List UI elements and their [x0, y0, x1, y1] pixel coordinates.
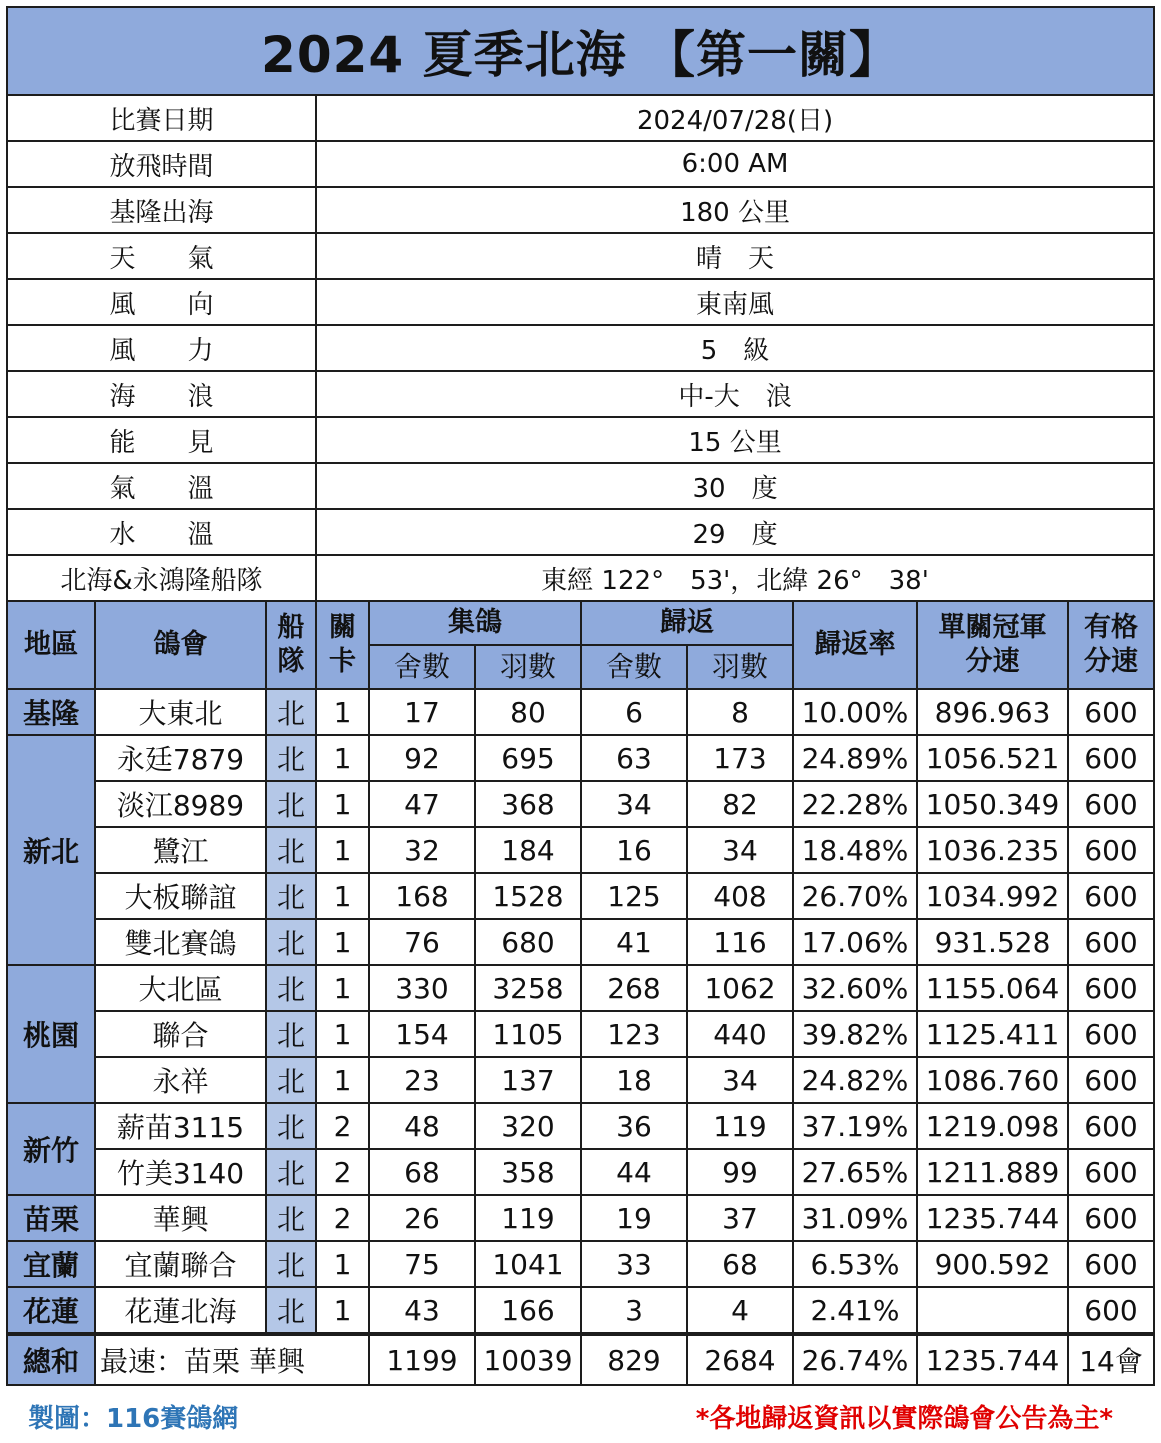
- header-birds: 羽數: [687, 645, 793, 689]
- total-champ: 1235.744: [917, 1334, 1068, 1385]
- table-row: [7, 1149, 1154, 1195]
- boat-cell: 北: [266, 1195, 316, 1241]
- info-label: 風 向: [7, 279, 316, 325]
- race-table: [6, 6, 1155, 1386]
- total-row: [7, 1334, 1154, 1385]
- checkpoint-cell: 2: [316, 1149, 369, 1195]
- region-cell: 新竹: [7, 1103, 95, 1195]
- returned-lofts: 123: [581, 1011, 687, 1057]
- info-row: [7, 95, 1154, 141]
- collected-lofts: 154: [369, 1011, 475, 1057]
- info-label: 北海&永鴻隆船隊: [7, 555, 316, 601]
- info-label: 水 溫: [7, 509, 316, 555]
- table-row: [7, 919, 1154, 965]
- collected-lofts: 43: [369, 1287, 475, 1334]
- checkpoint-cell: 1: [316, 1241, 369, 1287]
- return-rate: 32.60%: [793, 965, 917, 1011]
- collected-lofts: 23: [369, 1057, 475, 1103]
- collected-birds: 166: [475, 1287, 581, 1334]
- returned-birds: 173: [687, 735, 793, 781]
- boat-cell: 北: [266, 1011, 316, 1057]
- checkpoint-cell: 1: [316, 781, 369, 827]
- returned-lofts: 3: [581, 1287, 687, 1334]
- boat-cell: 北: [266, 735, 316, 781]
- return-rate: 10.00%: [793, 689, 917, 735]
- table-row: [7, 1241, 1154, 1287]
- info-label: 能 見: [7, 417, 316, 463]
- collected-lofts: 330: [369, 965, 475, 1011]
- champion-speed: 1155.064: [917, 965, 1068, 1011]
- returned-birds: 1062: [687, 965, 793, 1011]
- returned-birds: 440: [687, 1011, 793, 1057]
- boat-cell: 北: [266, 919, 316, 965]
- qualify-speed: 600: [1068, 735, 1154, 781]
- info-value: 東南風: [316, 279, 1154, 325]
- table-row: [7, 1011, 1154, 1057]
- total-qual: 14會: [1068, 1334, 1154, 1385]
- boat-cell: 北: [266, 1057, 316, 1103]
- header-boat: 船 隊: [266, 601, 316, 689]
- header-lofts: 舍數: [369, 645, 475, 689]
- collected-birds: 320: [475, 1103, 581, 1149]
- champion-speed: 1125.411: [917, 1011, 1068, 1057]
- checkpoint-cell: 1: [316, 735, 369, 781]
- champion-speed: 900.592: [917, 1241, 1068, 1287]
- checkpoint-cell: 2: [316, 1195, 369, 1241]
- returned-lofts: 63: [581, 735, 687, 781]
- collected-birds: 368: [475, 781, 581, 827]
- returned-birds: 68: [687, 1241, 793, 1287]
- returned-lofts: 41: [581, 919, 687, 965]
- footer: [6, 1394, 1153, 1438]
- collected-birds: 358: [475, 1149, 581, 1195]
- collected-birds: 137: [475, 1057, 581, 1103]
- header-club: 鴿會: [95, 601, 266, 689]
- collected-birds: 695: [475, 735, 581, 781]
- boat-cell: 北: [266, 781, 316, 827]
- champion-speed: [917, 1287, 1068, 1334]
- returned-birds: 34: [687, 827, 793, 873]
- info-value: 30 度: [316, 463, 1154, 509]
- total-r-birds: 2684: [687, 1334, 793, 1385]
- table-row: [7, 1103, 1154, 1149]
- region-cell: 花蓮: [7, 1287, 95, 1334]
- returned-lofts: 125: [581, 873, 687, 919]
- info-label: 海 浪: [7, 371, 316, 417]
- collected-lofts: 47: [369, 781, 475, 827]
- returned-lofts: 19: [581, 1195, 687, 1241]
- region-cell: 苗栗: [7, 1195, 95, 1241]
- total-r-lofts: 829: [581, 1334, 687, 1385]
- collected-lofts: 68: [369, 1149, 475, 1195]
- info-value: 6:00 AM: [316, 141, 1154, 187]
- champion-speed: 896.963: [917, 689, 1068, 735]
- boat-cell: 北: [266, 965, 316, 1011]
- qualify-speed: 600: [1068, 781, 1154, 827]
- info-row: [7, 233, 1154, 279]
- qualify-speed: 600: [1068, 965, 1154, 1011]
- collected-birds: 680: [475, 919, 581, 965]
- champion-speed: 1034.992: [917, 873, 1068, 919]
- checkpoint-cell: 1: [316, 689, 369, 735]
- return-rate: 18.48%: [793, 827, 917, 873]
- info-row: [7, 417, 1154, 463]
- table-row: [7, 735, 1154, 781]
- club-name: 雙北賽鴿: [95, 919, 266, 965]
- collected-lofts: 32: [369, 827, 475, 873]
- return-rate: 24.89%: [793, 735, 917, 781]
- info-row: [7, 509, 1154, 555]
- champion-speed: 1036.235: [917, 827, 1068, 873]
- return-rate: 17.06%: [793, 919, 917, 965]
- qualify-speed: 600: [1068, 827, 1154, 873]
- info-row: [7, 141, 1154, 187]
- boat-cell: 北: [266, 827, 316, 873]
- returned-birds: 408: [687, 873, 793, 919]
- total-label: 總和: [7, 1334, 95, 1385]
- club-name: 薪苗3115: [95, 1103, 266, 1149]
- table-row: [7, 689, 1154, 735]
- disclaimer-note: *各地歸返資訊以實際鴿會公告為主*: [695, 1404, 1113, 1434]
- region-cell: 基隆: [7, 689, 95, 735]
- table-row: [7, 965, 1154, 1011]
- header-lofts: 舍數: [581, 645, 687, 689]
- qualify-speed: 600: [1068, 1103, 1154, 1149]
- info-row: [7, 325, 1154, 371]
- qualify-speed: 600: [1068, 1057, 1154, 1103]
- collected-lofts: 48: [369, 1103, 475, 1149]
- return-rate: 6.53%: [793, 1241, 917, 1287]
- returned-lofts: 6: [581, 689, 687, 735]
- returned-lofts: 268: [581, 965, 687, 1011]
- info-label: 風 力: [7, 325, 316, 371]
- returned-lofts: 34: [581, 781, 687, 827]
- club-name: 聯合: [95, 1011, 266, 1057]
- info-value: 15 公里: [316, 417, 1154, 463]
- collected-lofts: 76: [369, 919, 475, 965]
- total-rate: 26.74%: [793, 1334, 917, 1385]
- collected-lofts: 92: [369, 735, 475, 781]
- club-name: 大東北: [95, 689, 266, 735]
- collected-birds: 1041: [475, 1241, 581, 1287]
- club-name: 花蓮北海: [95, 1287, 266, 1334]
- region-cell: 宜蘭: [7, 1241, 95, 1287]
- collected-birds: 1528: [475, 873, 581, 919]
- champion-speed: 1086.760: [917, 1057, 1068, 1103]
- boat-cell: 北: [266, 1287, 316, 1334]
- info-value: 2024/07/28(日): [316, 95, 1154, 141]
- page-title: 2024 夏季北海 【第一關】: [7, 7, 1154, 95]
- club-name: 永廷7879: [95, 735, 266, 781]
- header-champion-speed: 單關冠軍 分速: [917, 601, 1068, 689]
- collected-birds: 184: [475, 827, 581, 873]
- boat-cell: 北: [266, 1241, 316, 1287]
- return-rate: 22.28%: [793, 781, 917, 827]
- table-row: [7, 1057, 1154, 1103]
- club-name: 竹美3140: [95, 1149, 266, 1195]
- info-label: 放飛時間: [7, 141, 316, 187]
- qualify-speed: 600: [1068, 1241, 1154, 1287]
- header-collected: 集鴿: [369, 601, 581, 645]
- table-row: [7, 1287, 1154, 1334]
- return-rate: 37.19%: [793, 1103, 917, 1149]
- returned-birds: 99: [687, 1149, 793, 1195]
- info-value: 5 級: [316, 325, 1154, 371]
- results-sheet: [6, 6, 1153, 1386]
- table-row: [7, 827, 1154, 873]
- champion-speed: 1056.521: [917, 735, 1068, 781]
- info-row: [7, 371, 1154, 417]
- returned-birds: 119: [687, 1103, 793, 1149]
- table-header-row: [7, 601, 1154, 645]
- qualify-speed: 600: [1068, 1149, 1154, 1195]
- header-region: 地區: [7, 601, 95, 689]
- collected-lofts: 26: [369, 1195, 475, 1241]
- returned-lofts: 44: [581, 1149, 687, 1195]
- collected-birds: 80: [475, 689, 581, 735]
- collected-lofts: 17: [369, 689, 475, 735]
- checkpoint-cell: 1: [316, 1287, 369, 1334]
- club-name: 華興: [95, 1195, 266, 1241]
- returned-lofts: 36: [581, 1103, 687, 1149]
- returned-lofts: 16: [581, 827, 687, 873]
- checkpoint-cell: 1: [316, 827, 369, 873]
- qualify-speed: 600: [1068, 873, 1154, 919]
- total-c-birds: 10039: [475, 1334, 581, 1385]
- header-birds: 羽數: [475, 645, 581, 689]
- qualify-speed: 600: [1068, 689, 1154, 735]
- boat-cell: 北: [266, 689, 316, 735]
- returned-birds: 82: [687, 781, 793, 827]
- checkpoint-cell: 1: [316, 965, 369, 1011]
- collected-birds: 119: [475, 1195, 581, 1241]
- return-rate: 2.41%: [793, 1287, 917, 1334]
- champion-speed: 1235.744: [917, 1195, 1068, 1241]
- return-rate: 31.09%: [793, 1195, 917, 1241]
- returned-birds: 8: [687, 689, 793, 735]
- returned-lofts: 18: [581, 1057, 687, 1103]
- return-rate: 26.70%: [793, 873, 917, 919]
- table-row: [7, 1195, 1154, 1241]
- boat-cell: 北: [266, 873, 316, 919]
- info-label: 基隆出海: [7, 187, 316, 233]
- return-rate: 27.65%: [793, 1149, 917, 1195]
- boat-cell: 北: [266, 1149, 316, 1195]
- club-name: 永祥: [95, 1057, 266, 1103]
- fastest-club: 最速：苗栗 華興: [95, 1334, 369, 1385]
- info-row: [7, 555, 1154, 601]
- header-checkpoint: 關 卡: [316, 601, 369, 689]
- table-row: [7, 873, 1154, 919]
- club-name: 宜蘭聯合: [95, 1241, 266, 1287]
- table-row: [7, 781, 1154, 827]
- champion-speed: 1050.349: [917, 781, 1068, 827]
- region-cell: 桃園: [7, 965, 95, 1103]
- returned-birds: 4: [687, 1287, 793, 1334]
- return-rate: 24.82%: [793, 1057, 917, 1103]
- region-cell: 新北: [7, 735, 95, 965]
- return-rate: 39.82%: [793, 1011, 917, 1057]
- checkpoint-cell: 1: [316, 1057, 369, 1103]
- club-name: 鷺江: [95, 827, 266, 873]
- total-c-lofts: 1199: [369, 1334, 475, 1385]
- qualify-speed: 600: [1068, 1287, 1154, 1334]
- qualify-speed: 600: [1068, 919, 1154, 965]
- collected-lofts: 168: [369, 873, 475, 919]
- checkpoint-cell: 2: [316, 1103, 369, 1149]
- collected-birds: 1105: [475, 1011, 581, 1057]
- champion-speed: 1219.098: [917, 1103, 1068, 1149]
- header-return-rate: 歸返率: [793, 601, 917, 689]
- info-value: 180 公里: [316, 187, 1154, 233]
- qualify-speed: 600: [1068, 1011, 1154, 1057]
- info-row: [7, 187, 1154, 233]
- info-row: [7, 279, 1154, 325]
- collected-birds: 3258: [475, 965, 581, 1011]
- club-name: 大板聯誼: [95, 873, 266, 919]
- info-label: 比賽日期: [7, 95, 316, 141]
- returned-birds: 37: [687, 1195, 793, 1241]
- club-name: 大北區: [95, 965, 266, 1011]
- champion-speed: 1211.889: [917, 1149, 1068, 1195]
- returned-birds: 34: [687, 1057, 793, 1103]
- qualify-speed: 600: [1068, 1195, 1154, 1241]
- info-label: 天 氣: [7, 233, 316, 279]
- checkpoint-cell: 1: [316, 1011, 369, 1057]
- credit-text: 製圖：116賽鴿網: [28, 1404, 239, 1434]
- header-returned: 歸返: [581, 601, 793, 645]
- info-value: 中-大 浪: [316, 371, 1154, 417]
- checkpoint-cell: 1: [316, 873, 369, 919]
- returned-birds: 116: [687, 919, 793, 965]
- checkpoint-cell: 1: [316, 919, 369, 965]
- boat-cell: 北: [266, 1103, 316, 1149]
- collected-lofts: 75: [369, 1241, 475, 1287]
- club-name: 淡江8989: [95, 781, 266, 827]
- info-label: 氣 溫: [7, 463, 316, 509]
- returned-lofts: 33: [581, 1241, 687, 1287]
- info-row: [7, 463, 1154, 509]
- champion-speed: 931.528: [917, 919, 1068, 965]
- header-qualify-speed: 有格 分速: [1068, 601, 1154, 689]
- info-value: 東經 122° 53'，北緯 26° 38': [316, 555, 1154, 601]
- info-value: 29 度: [316, 509, 1154, 555]
- info-value: 晴 天: [316, 233, 1154, 279]
